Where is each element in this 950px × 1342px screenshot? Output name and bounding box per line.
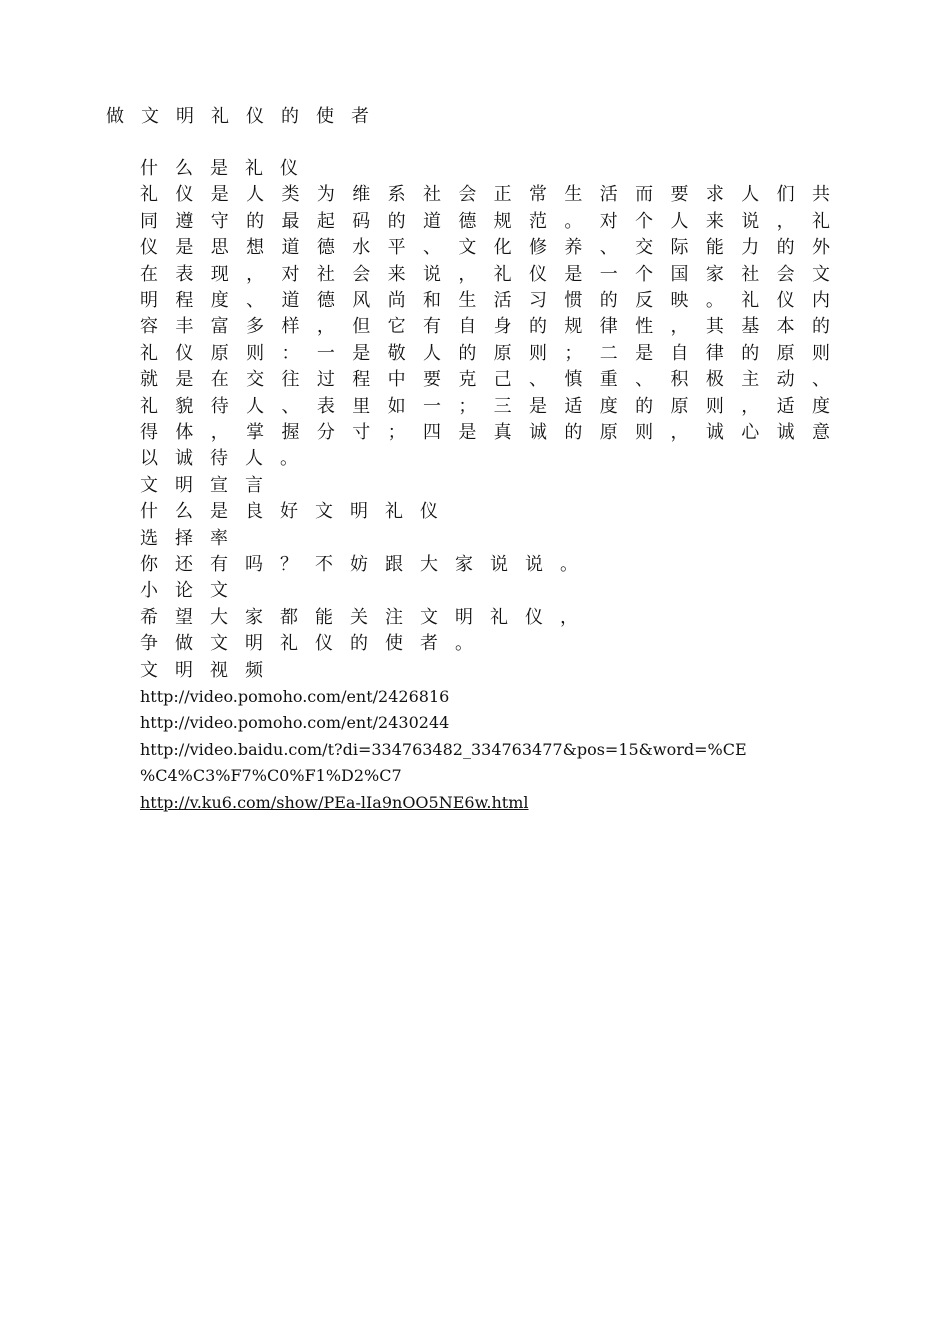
video-url-2: http://video.pomoho.com/ent/2430244 xyxy=(140,713,450,733)
section-heading-good-etiquette: 什么是良好文明礼仪 xyxy=(140,501,455,523)
video-url-3-line-1: http://video.baidu.com/t?di=334763482_334763477&pos=15&word=%CE xyxy=(140,739,747,759)
video-url-1: http://video.pomoho.com/ent/2426816 xyxy=(140,686,450,706)
video-link-4[interactable]: http://v.ku6.com/show/PEa-lIa9nOO5NE6w.html xyxy=(140,792,529,812)
document-title: 做文明礼仪的使者 xyxy=(106,106,386,127)
hope-line-2: 争做文明礼仪的使者。 xyxy=(140,633,490,655)
hope-line-1: 希望大家都能关注文明礼仪， xyxy=(140,606,595,628)
section-heading-short-essay: 小论文 xyxy=(140,580,245,602)
section-heading-choice-rate: 选择率 xyxy=(140,527,245,549)
section-heading-what-is-etiquette: 什么是礼仪 xyxy=(140,158,315,179)
prompt-share-more: 你还有吗？不妨跟大家说说。 xyxy=(140,554,595,576)
section-heading-declaration: 文明宣言 xyxy=(140,474,280,496)
etiquette-definition-paragraph: 礼仪是人类为维系社会正常生活而要求人们共同遵守的最起码的道德规范。对个人来说，礼仪是思想道德水平、文化修养、交际能力的外在表现，对社会来说，礼仪是一个国家社会文明程度、道德风尚和生活习惯的反映。礼仪内容丰富多样，但它有自身的规律性，其基本的礼仪原则：一是敬人的原则；二是自律的原则就是在交往过程中要克己、慎重、积极主动、礼貌待人、表里如一；三是适度的原则，适度得体，掌握分寸；四是真诚的原则，诚心诚意以诚待人。 xyxy=(140,184,847,470)
video-url-3-line-2: %C4%C3%F7%C0%F1%D2%C7 xyxy=(140,766,402,786)
document-body xyxy=(140,156,847,816)
section-heading-videos: 文明视频 xyxy=(140,659,280,681)
